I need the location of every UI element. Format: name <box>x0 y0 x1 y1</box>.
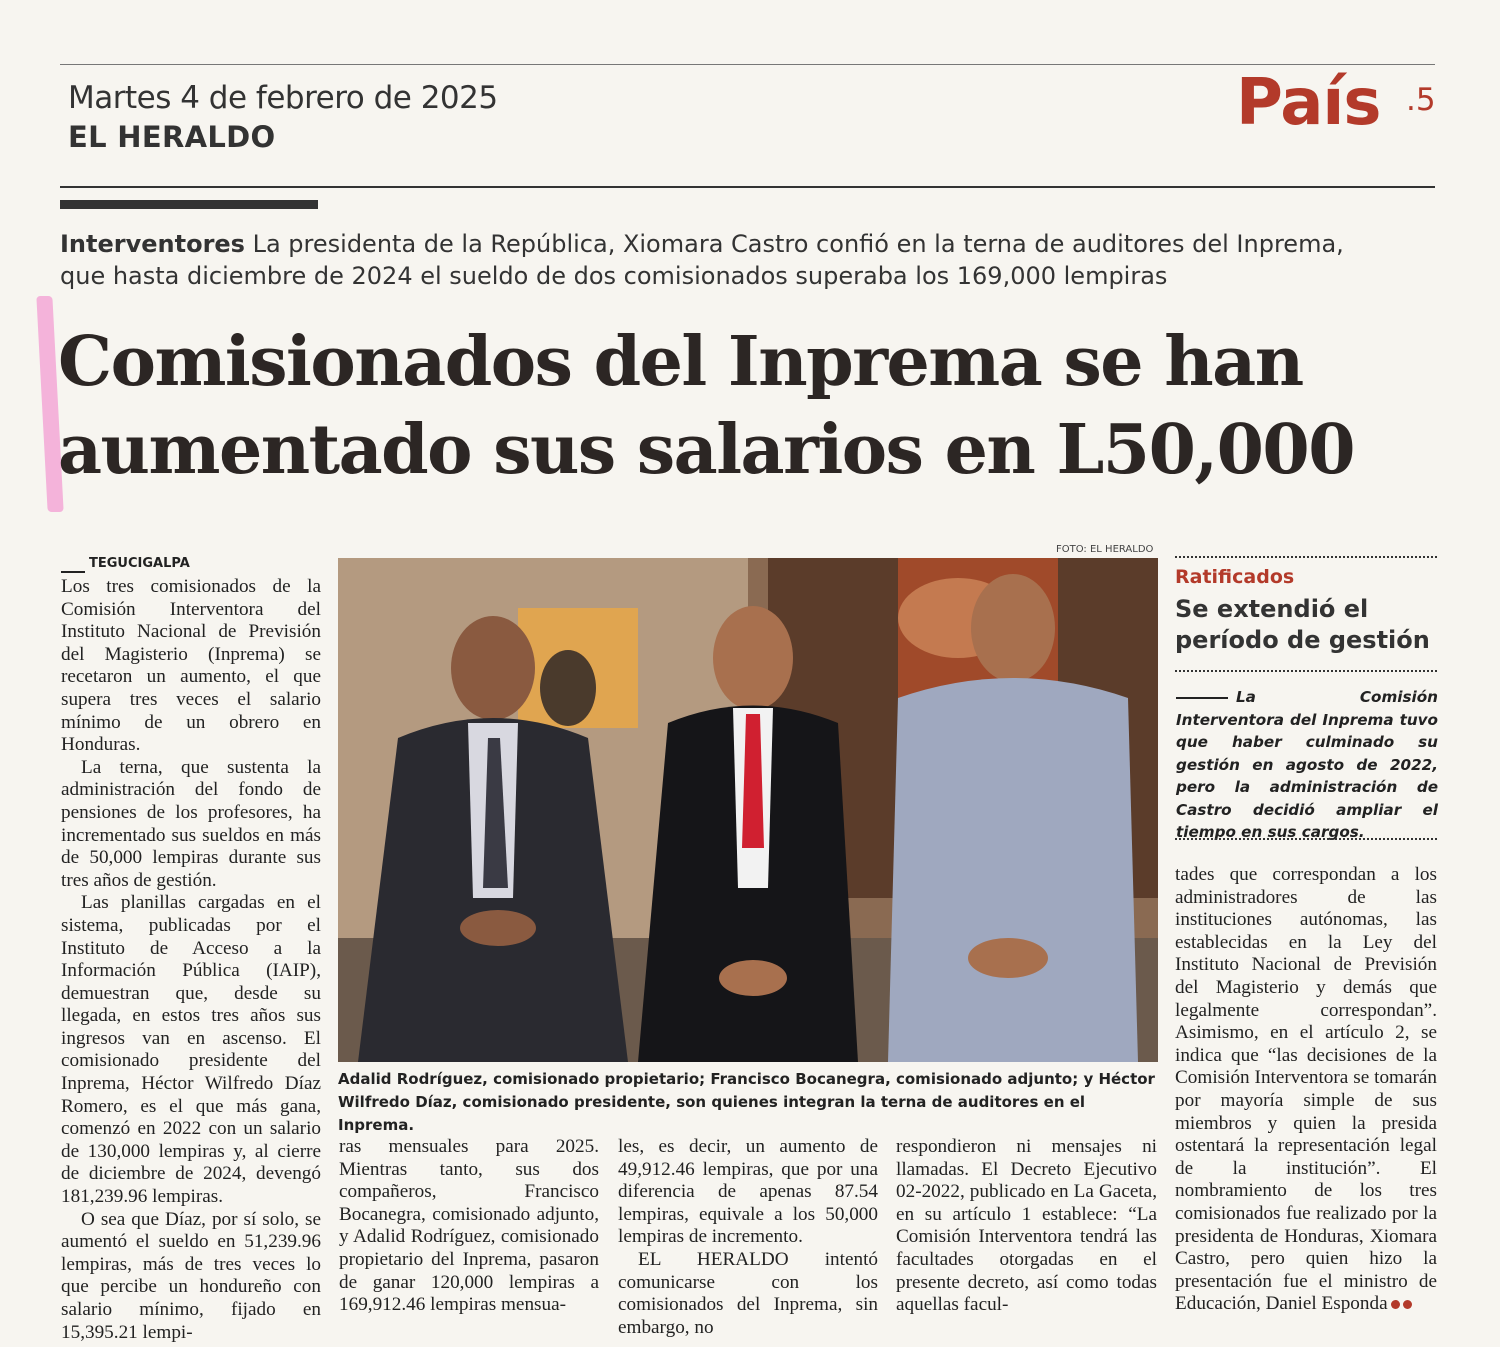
sidebar-bottom-divider <box>1175 838 1437 840</box>
kicker-label: Interventores <box>60 230 245 258</box>
photo-illustration <box>338 558 1158 1062</box>
paragraph: La terna, que sustenta la administración del fondo de pensiones de los profesores, ha incrementado sus sueldos en más de 50,000 lempiras durante sus tres años de gestión. <box>61 756 321 891</box>
issue-date: Martes 4 de febrero de 2025 <box>68 80 498 116</box>
paragraph: respondieron ni mensajes ni llamadas. El Decreto Ejecutivo 02-2022, publicado en La Gaceta, en su artículo 1 establece: “La Comisión Interventora tendrá las facultades otorgadas en el presente decreto, así como todas aquellas facul- <box>896 1136 1157 1316</box>
article-column-3 <box>618 1136 878 1339</box>
paragraph: les, es decir, un aumento de 49,912.46 lempiras, que por una diferencia de apenas 87.54 lempiras, equivale a los 50,000 lempiras de incremento. <box>618 1136 878 1248</box>
headline-line-2: aumentado sus salarios en L50,000 <box>58 410 1355 490</box>
article-column-1 <box>61 576 321 1344</box>
paragraph: ras mensuales para 2025. Mientras tanto, sus dos compañeros, Francisco Bocanegra, comisionado adjunto, y Adalid Rodríguez, comisionado propietario del Inprema, pasaron de ganar 120,000 lempiras a 169,912.46 lempiras mensua- <box>339 1136 599 1316</box>
article-kicker <box>60 228 1440 292</box>
article-column-5 <box>1175 864 1437 1316</box>
photo-caption: Adalid Rodríguez, comisionado propietario; Francisco Bocanegra, comisionado adjunto; y Héctor Wilfredo Díaz, comisionado presidente, son quienes integran la terna de auditores en el Inprema. <box>338 1070 1155 1134</box>
sidebar-body-bar <box>1176 697 1228 699</box>
top-rule <box>60 64 1435 65</box>
end-mark-icon <box>1391 1300 1400 1309</box>
dateline-bar <box>61 571 85 573</box>
kicker-bar <box>60 200 318 209</box>
article-column-2 <box>339 1136 599 1317</box>
sidebar-top-divider <box>1175 556 1437 558</box>
paragraph: EL HERALDO intentó comunicarse con los comisionados del Inprema, sin embargo, no <box>618 1248 878 1338</box>
sidebar-mid-divider <box>1175 670 1437 672</box>
paragraph: O sea que Díaz, por sí solo, se aumentó el sueldo en 51,239.96 lempiras, más de tres veces lo que percibe un hondureño con salario mínimo, fijado en 15,395.21 lempi- <box>61 1208 321 1343</box>
article-column-4 <box>896 1136 1157 1317</box>
end-mark-icon <box>1403 1300 1412 1309</box>
section-name: País <box>1236 66 1381 140</box>
sidebar-body: La Comisión Interventora del Inprema tuvo que haber culminado su gestión en agosto de 2022, pero la administración de Castro decidió ampliar el tiempo en sus cargos. <box>1176 688 1438 841</box>
paragraph: tades que correspondan a los administradores de las instituciones autónomas, las establecidas en la Ley del Instituto Nacional de Previsión del Magisterio y demás que legalmente correspondan”. Asimismo, en el artículo 2, se indica que “las decisiones de la Comisión Interventora se tomarán por mayoría simple de sus miembros y quien la presida ostentará la representación legal de la institución”. El nombramiento de los tres comisionados fue realizado por la presidenta de Honduras, Xiomara Castro, pero quien hizo la presentación fue el ministro de Educación, Daniel Esponda <box>1175 864 1437 1315</box>
article-headline <box>58 318 1458 494</box>
paragraph: Los tres comisionados de la Comisión Interventora del Instituto Nacional de Previsión del Magisterio (Inprema) se recetaron un aumento, el que supera tres veces el salario mínimo de un obrero en Honduras. <box>61 576 321 756</box>
header-rule <box>60 186 1435 188</box>
sidebar-kicker: Ratificados <box>1175 566 1295 588</box>
photo-credit: FOTO: EL HERALDO <box>1056 544 1154 555</box>
page-number: .5 <box>1406 82 1436 118</box>
kicker-line-1: La presidenta de la República, Xiomara Castro confió en la terna de auditores del Inprema, <box>244 230 1344 258</box>
paragraph: Las planillas cargadas en el sistema, publicadas por el Instituto de Acceso a la Información Pública (IAIP), demuestran que, desde su llegada, en estos tres años sus ingresos van en ascenso. El comisionado presidente del Inprema, Héctor Wilfredo Díaz Romero, es el que más gana, comenzó en 2022 con un salario de 130,000 lempiras y, al cierre de diciembre de 2024, devengó 181,239.96 lempiras. <box>61 892 321 1208</box>
kicker-line-2: que hasta diciembre de 2024 el sueldo de dos comisionados superaba los 169,000 lempiras <box>60 262 1168 290</box>
dateline: TEGUCIGALPA <box>89 556 190 571</box>
article-photo <box>338 558 1158 1062</box>
sidebar-title: Se extendió el período de gestión <box>1175 595 1430 654</box>
headline-line-1: Comisionados del Inprema se han <box>58 322 1303 402</box>
newspaper-name: EL HERALDO <box>68 120 276 154</box>
